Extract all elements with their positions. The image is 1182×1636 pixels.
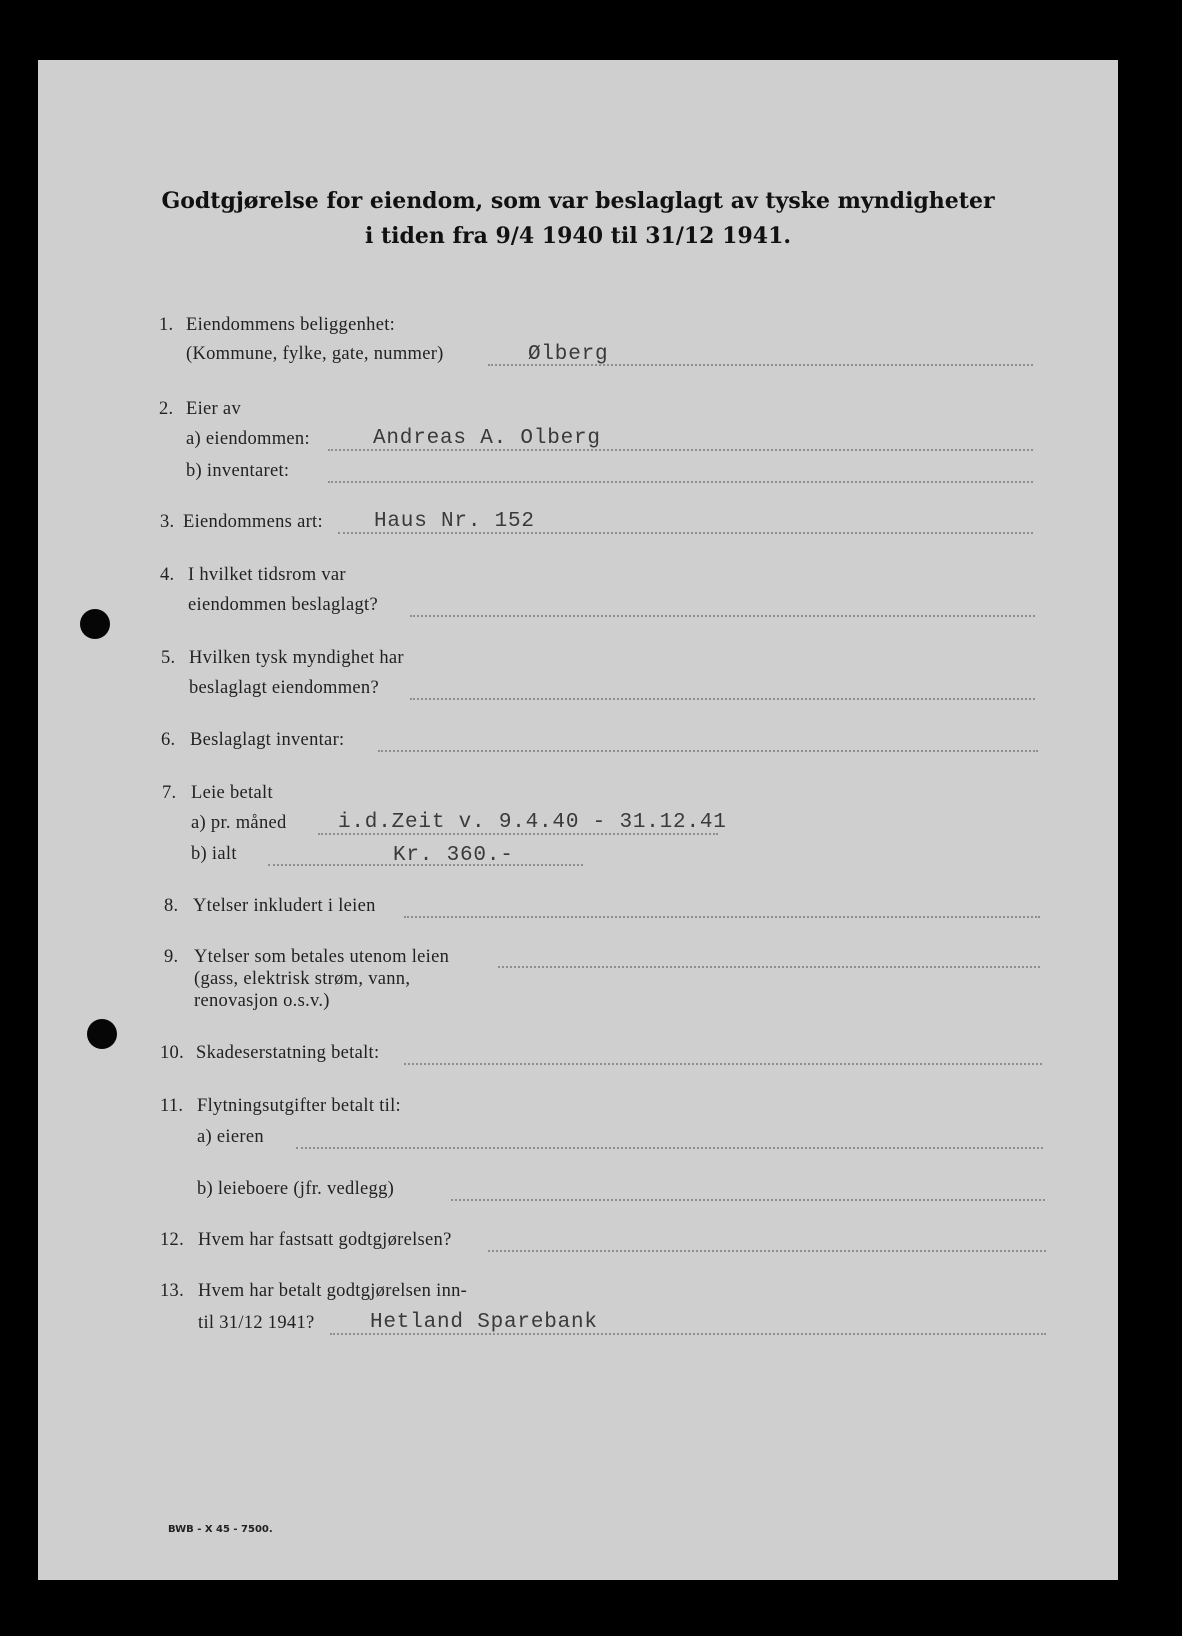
answer-paid-by: Hetland Sparebank — [370, 1311, 598, 1334]
item-label: Flytningsutgifter betalt til: — [197, 1096, 401, 1116]
answer-property-type: Haus Nr. 152 — [374, 510, 535, 533]
item-label: eiendommen beslaglagt? — [188, 595, 378, 615]
item-label: Ytelser som betales utenom leien — [194, 947, 450, 967]
form-title-line1: Godtgjørelse for eiendom, som var beslaglagt av tyske myndigheter — [161, 188, 995, 214]
item-number: 1. — [159, 315, 174, 335]
answer-line — [378, 750, 1038, 752]
item-label: til 31/12 1941? — [198, 1313, 315, 1333]
item-label: Hvem har fastsatt godtgjørelsen? — [198, 1230, 452, 1250]
answer-line — [488, 1250, 1046, 1252]
item-number: 7. — [162, 783, 177, 803]
item-number: 13. — [160, 1281, 185, 1301]
item-number: 6. — [161, 730, 176, 750]
answer-line — [328, 481, 1033, 483]
answer-line — [404, 916, 1040, 918]
item-number: 12. — [160, 1230, 185, 1250]
answer-line — [451, 1199, 1045, 1201]
answer-owner: Andreas A. Olberg — [373, 427, 601, 450]
item-number: 2. — [159, 399, 174, 419]
item-label: Leie betalt — [191, 783, 273, 803]
item-number: 4. — [160, 565, 175, 585]
item-label: Eier av — [186, 399, 241, 419]
item-sublabel: b) leieboere (jfr. vedlegg) — [197, 1179, 395, 1199]
item-label: Hvem har betalt godtgjørelsen inn- — [198, 1281, 468, 1301]
item-label: Skadeserstatning betalt: — [196, 1043, 380, 1063]
answer-line — [296, 1147, 1043, 1149]
item-label: beslaglagt eiendommen? — [189, 678, 379, 698]
answer-line — [410, 615, 1035, 617]
item-number: 8. — [164, 896, 179, 916]
item-label: I hvilket tidsrom var — [188, 565, 346, 585]
item-label: Hvilken tysk myndighet har — [189, 648, 404, 668]
item-label: Eiendommens beliggenhet: — [186, 315, 396, 335]
punch-hole — [87, 1019, 117, 1049]
item-number: 3. — [160, 512, 175, 532]
item-number: 10. — [160, 1043, 185, 1063]
answer-rent-monthly: i.d.Zeit v. 9.4.40 - 31.12.41 — [338, 811, 727, 834]
item-label: Beslaglagt inventar: — [190, 730, 345, 750]
item-sublabel: a) eieren — [197, 1127, 264, 1147]
item-number: 9. — [164, 947, 179, 967]
answer-line — [498, 966, 1040, 968]
item-sublabel: b) ialt — [191, 844, 237, 864]
answer-line — [404, 1063, 1042, 1065]
item-sublabel: a) eiendommen: — [186, 429, 310, 449]
form-page — [38, 60, 1118, 1580]
item-label: (Kommune, fylke, gate, nummer) — [186, 344, 444, 364]
item-number: 5. — [161, 648, 176, 668]
form-title-line2: i tiden fra 9/4 1940 til 31/12 1941. — [364, 223, 792, 249]
item-sublabel: a) pr. måned — [191, 813, 287, 833]
punch-hole — [80, 609, 110, 639]
item-sublabel: b) inventaret: — [186, 461, 290, 481]
answer-location: Ølberg — [528, 343, 609, 366]
item-label: renovasjon o.s.v.) — [194, 991, 330, 1011]
printer-mark: BWB - X 45 - 7500. — [168, 1524, 273, 1535]
answer-rent-total: Kr. 360.- — [393, 844, 514, 867]
answer-line — [410, 698, 1035, 700]
item-label: Eiendommens art: — [183, 512, 323, 532]
item-label: Ytelser inkludert i leien — [193, 896, 376, 916]
item-label: (gass, elektrisk strøm, vann, — [194, 969, 411, 989]
item-number: 11. — [160, 1096, 184, 1116]
